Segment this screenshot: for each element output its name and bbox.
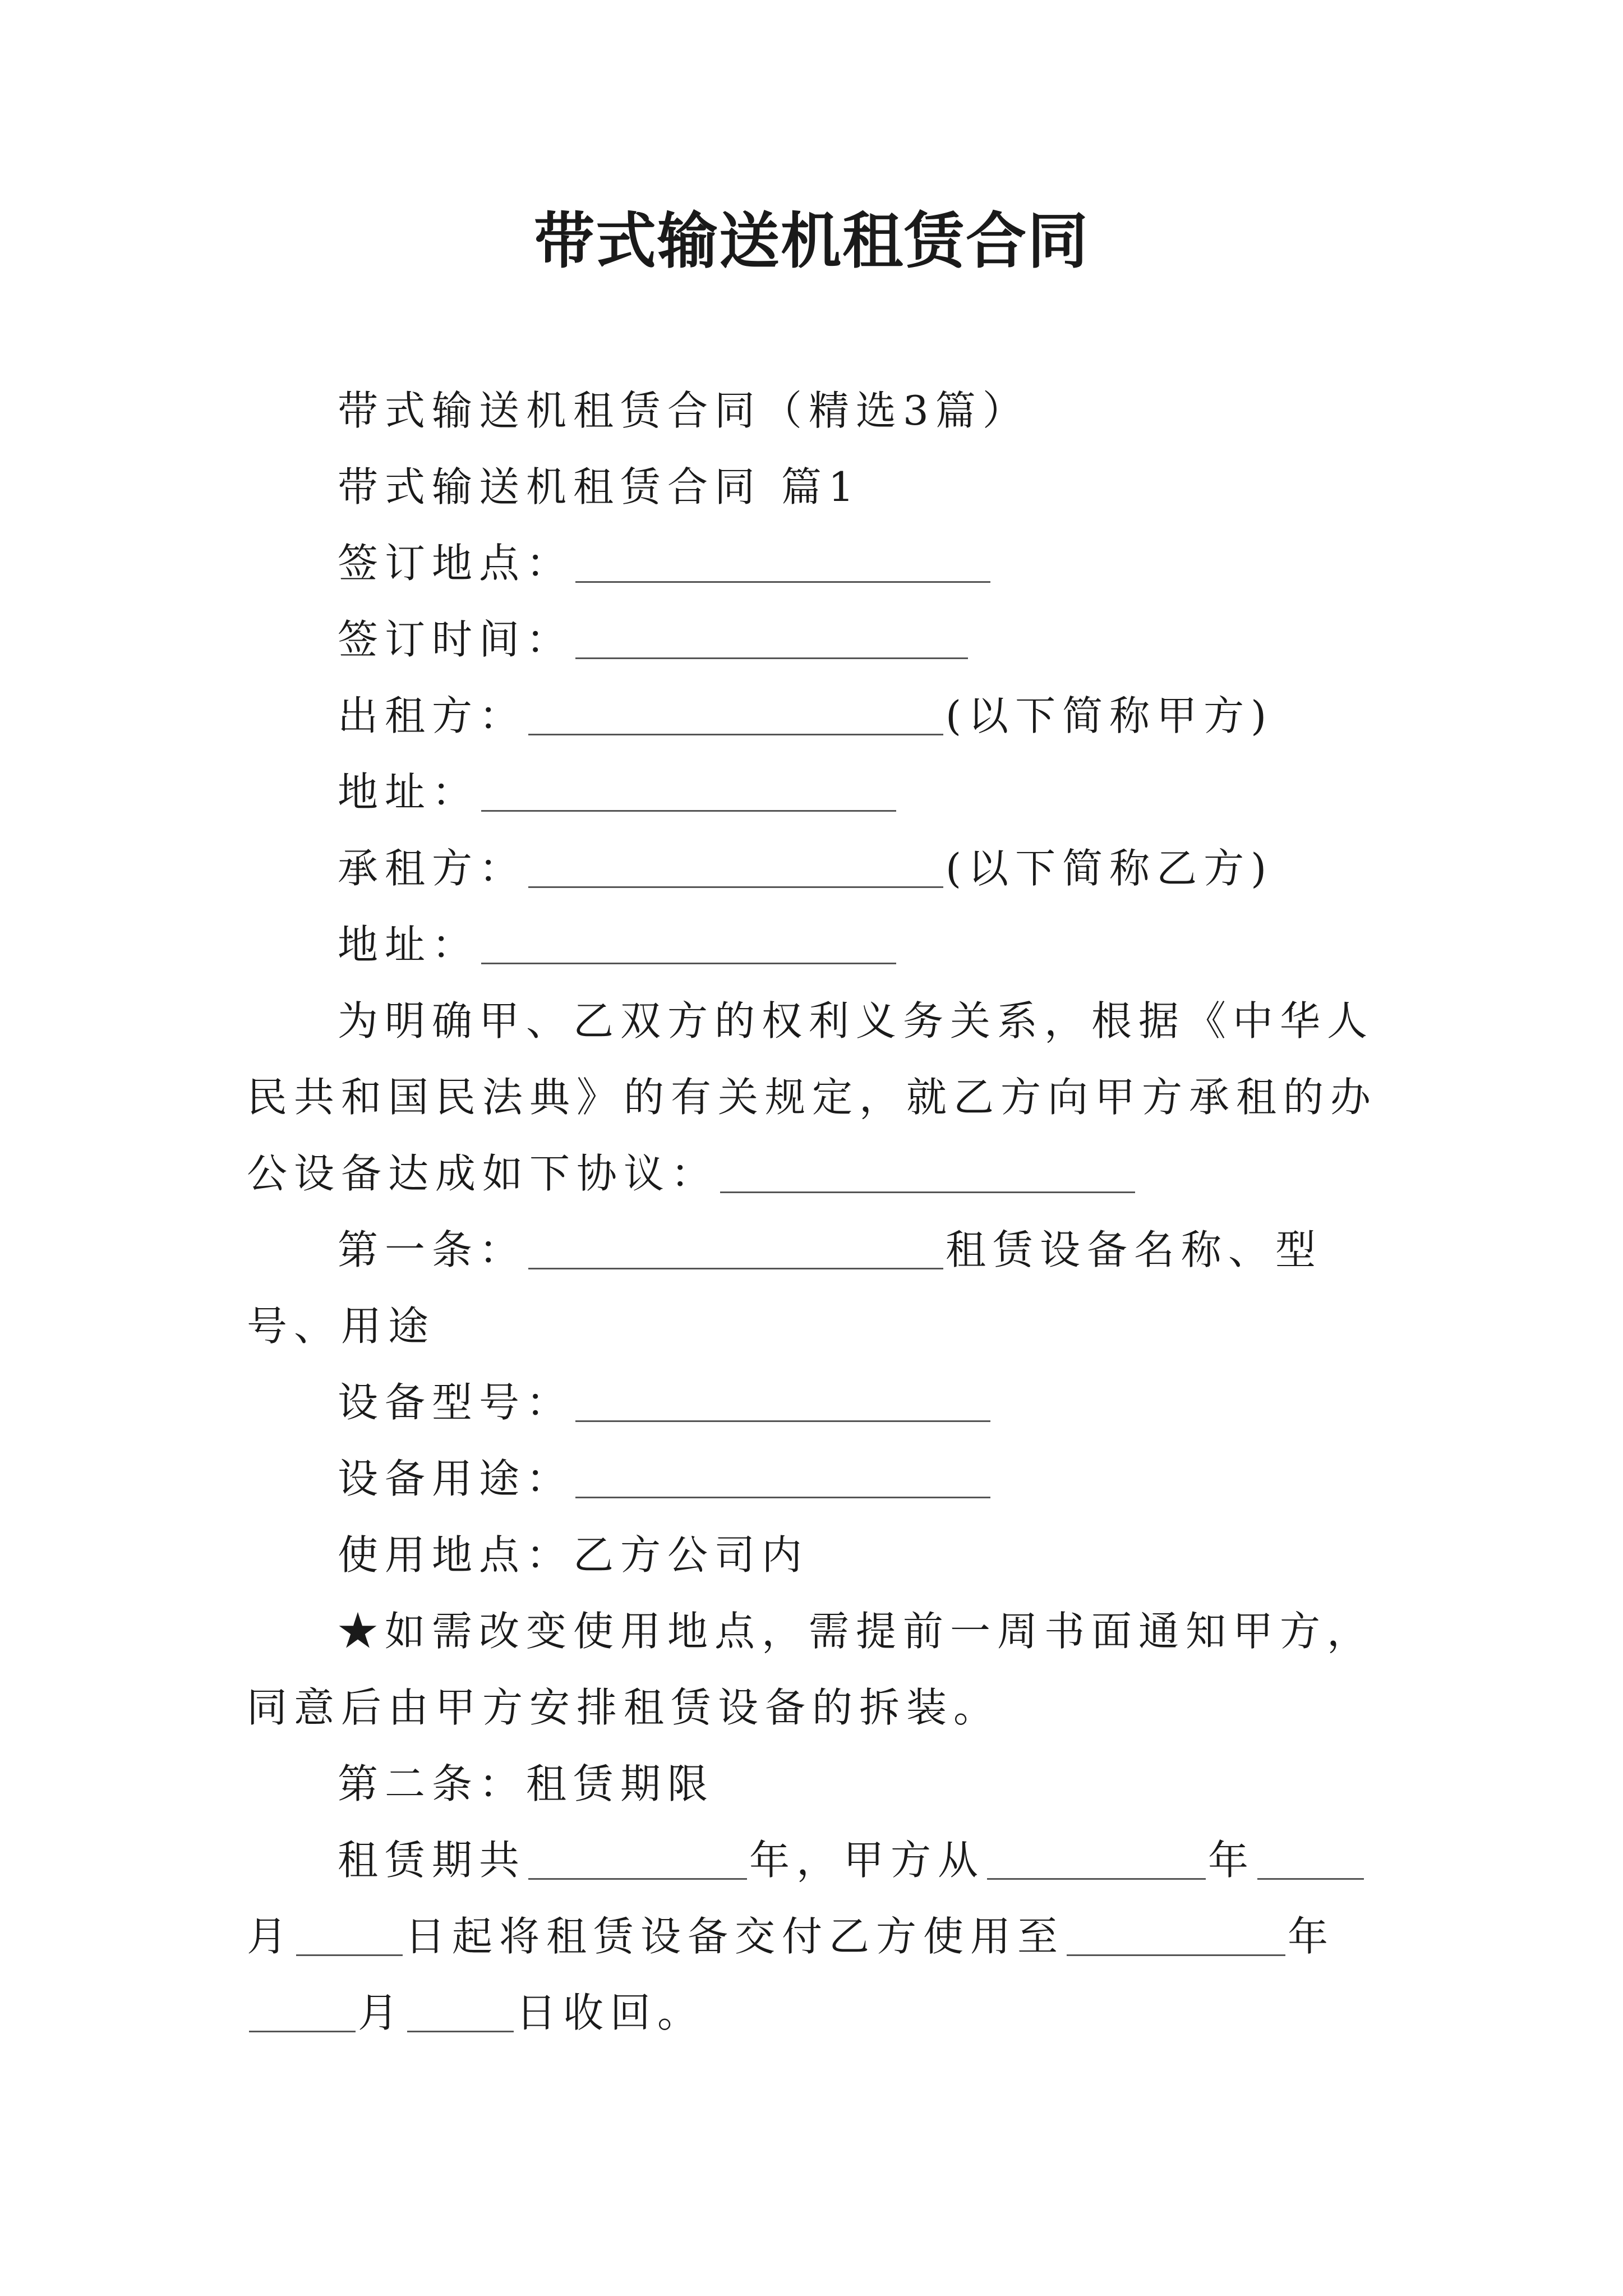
model-line bbox=[247, 1364, 1380, 1441]
term-part6: 年 bbox=[1288, 1913, 1335, 1960]
sign-time-line bbox=[247, 601, 1380, 678]
subtitle-text: 带式输送机租赁合同（精选3篇） bbox=[338, 387, 1030, 434]
intro-text: 为明确甲、乙双方的权利义务关系，根据《中华人民共和国民法典》的有关规定，就乙方向甲方承租的办公设备达成如下协议： bbox=[247, 997, 1378, 1197]
usage-line bbox=[247, 1441, 1380, 1517]
usage-label: 设备用途： bbox=[338, 1455, 574, 1502]
intro-blank bbox=[720, 1151, 1135, 1193]
end-month-blank bbox=[249, 1990, 356, 2032]
lessor-blank bbox=[528, 693, 943, 735]
lessee-suffix: (以下简称乙方) bbox=[946, 845, 1274, 892]
part1-heading-text: 带式输送机租赁合同 篇1 bbox=[338, 463, 861, 510]
location-text: 使用地点：乙方公司内 bbox=[338, 1531, 809, 1579]
sign-place-line bbox=[247, 525, 1380, 601]
address-line-1 bbox=[247, 754, 1380, 830]
location-line bbox=[247, 1517, 1380, 1593]
address-label-2: 地址： bbox=[338, 921, 479, 968]
sign-time-label: 签订时间： bbox=[338, 616, 574, 663]
end-day-blank bbox=[407, 1990, 514, 2032]
term-part3: 年 bbox=[1208, 1837, 1256, 1884]
lessee-line bbox=[247, 830, 1380, 907]
start-day-blank bbox=[296, 1914, 403, 1956]
sign-place-label: 签订地点： bbox=[338, 540, 574, 587]
subtitle-line bbox=[247, 372, 1380, 449]
document-body bbox=[247, 372, 1380, 2051]
sign-time-blank bbox=[575, 617, 968, 659]
model-blank bbox=[575, 1380, 990, 1422]
article1-label: 第一条： bbox=[338, 1226, 527, 1273]
lessor-line bbox=[247, 678, 1380, 754]
term-part4: 月 bbox=[247, 1913, 294, 1960]
article1-paragraph bbox=[247, 1212, 1380, 1364]
lessee-label: 承租方： bbox=[338, 845, 527, 892]
term-part8: 日收回。 bbox=[516, 1989, 705, 2036]
term-years-blank bbox=[528, 1838, 747, 1880]
sign-place-blank bbox=[575, 541, 990, 583]
notice-text: ★如需改变使用地点，需提前一周书面通知甲方，同意后由甲方安排租赁设备的拆装。 bbox=[247, 1608, 1375, 1731]
start-year-blank bbox=[987, 1838, 1206, 1880]
term-part5: 日起将租赁设备交付乙方使用至 bbox=[405, 1913, 1065, 1960]
lessee-blank bbox=[528, 846, 943, 888]
article1-blank bbox=[528, 1227, 943, 1269]
term-part1: 租赁期共 bbox=[338, 1837, 527, 1884]
document-title: 带式输送机租赁合同 bbox=[533, 206, 1089, 277]
term-part2: 年，甲方从 bbox=[749, 1837, 985, 1884]
address-blank-1 bbox=[481, 770, 896, 812]
address-label-1: 地址： bbox=[338, 769, 479, 816]
term-part7: 月 bbox=[358, 1989, 405, 2036]
model-label: 设备型号： bbox=[338, 1379, 574, 1426]
address-line-2 bbox=[247, 907, 1380, 983]
lessor-label: 出租方： bbox=[338, 692, 527, 739]
part1-heading-line bbox=[247, 449, 1380, 525]
article2-text: 第二条：租赁期限 bbox=[338, 1760, 715, 1807]
notice-paragraph bbox=[247, 1593, 1380, 1746]
end-year-blank bbox=[1067, 1914, 1285, 1956]
term-paragraph bbox=[247, 1822, 1380, 2051]
start-month-blank bbox=[1257, 1838, 1364, 1880]
usage-blank bbox=[575, 1456, 990, 1498]
lessor-suffix: (以下简称甲方) bbox=[946, 692, 1274, 739]
intro-paragraph bbox=[247, 983, 1380, 1212]
article2-line bbox=[247, 1746, 1380, 1822]
article1-suffix: 租赁设备名称、型号、用途 bbox=[247, 1226, 1323, 1350]
address-blank-2 bbox=[481, 922, 896, 964]
